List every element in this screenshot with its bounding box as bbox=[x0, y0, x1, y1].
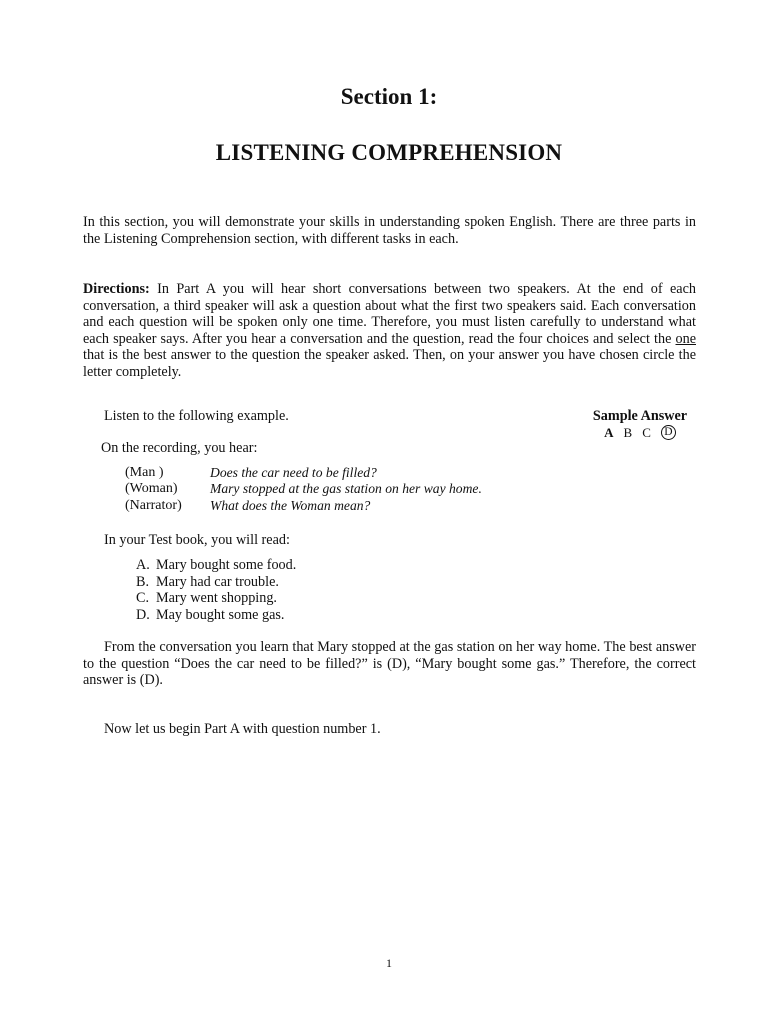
choice-text: Mary had car trouble. bbox=[156, 573, 279, 590]
sample-letter-d-circled: D bbox=[661, 425, 676, 440]
directions-text-before: In Part A you will hear short conversations between two speakers. At the end of each conversation, a third speaker will ask a question about what the first two speakers said. Each conversation and each question will be spoken only one time. Therefore, you must listen carefully to understand what each speaker says. After you hear a conversation and the question, read the four choices and select the bbox=[83, 281, 696, 347]
choice-text: Mary bought some food. bbox=[156, 557, 297, 573]
sample-letter-b: B bbox=[623, 425, 633, 440]
sample-answer-title: Sample Answer bbox=[592, 408, 688, 424]
dialogue-line: Mary stopped at the gas station on her way home. bbox=[210, 481, 482, 497]
sample-answer bbox=[590, 408, 690, 441]
dialogue-row bbox=[125, 481, 482, 497]
dialogue-speaker: (Narrator) bbox=[125, 497, 182, 513]
dialogue-speaker: (Man ) bbox=[125, 465, 164, 480]
choice-letter: B. bbox=[136, 573, 150, 590]
recording-intro: On the recording, you hear: bbox=[101, 440, 258, 456]
directions-label: Directions: bbox=[83, 281, 150, 297]
example-intro: Listen to the following example. bbox=[104, 408, 289, 424]
dialogue-line: What does the Woman mean? bbox=[210, 497, 371, 513]
choice-letter: C. bbox=[136, 590, 150, 606]
dialogue-speaker: (Woman) bbox=[125, 481, 178, 497]
page-title: LISTENING COMPREHENSION bbox=[215, 140, 563, 165]
sample-letter-c: C bbox=[642, 425, 651, 440]
dialogue-row bbox=[125, 465, 482, 481]
explanation-paragraph: From the conversation you learn that Mary stopped at the gas station on her way home. The best answer to the question “Does the car need to be filled?” is (D), “Mary bought some gas.” Therefore, the correct answer is (D). bbox=[83, 639, 696, 689]
sample-answer-letters bbox=[590, 425, 690, 441]
answer-choices bbox=[136, 557, 296, 623]
testbook-intro: In your Test book, you will read: bbox=[104, 532, 290, 548]
sample-letter-a: A bbox=[604, 425, 614, 440]
answer-choice bbox=[136, 557, 296, 574]
choice-text: Mary went shopping. bbox=[156, 590, 277, 606]
dialogue bbox=[125, 465, 482, 514]
page-number: 1 bbox=[386, 956, 392, 970]
begin-instruction: Now let us begin Part A with question number 1. bbox=[104, 721, 381, 737]
intro-paragraph: In this section, you will demonstrate your skills in understanding spoken English. There are three parts in the Listening Comprehension section, with different tasks in each. bbox=[83, 214, 696, 247]
dialogue-row bbox=[125, 498, 482, 514]
choice-text: May bought some gas. bbox=[156, 606, 285, 623]
choice-letter: A. bbox=[136, 557, 150, 573]
section-heading: Section 1: bbox=[340, 84, 438, 109]
dialogue-line: Does the car need to be filled? bbox=[210, 465, 377, 480]
directions-underlined-word: one bbox=[675, 330, 696, 347]
directions-text-after: that is the best answer to the question the speaker asked. Then, on your answer you have chosen circle the letter completely. bbox=[83, 347, 696, 380]
answer-choice bbox=[136, 590, 296, 607]
choice-letter: D. bbox=[136, 606, 150, 623]
answer-choice bbox=[136, 574, 296, 591]
directions-paragraph bbox=[83, 281, 696, 381]
answer-choice bbox=[136, 607, 296, 624]
